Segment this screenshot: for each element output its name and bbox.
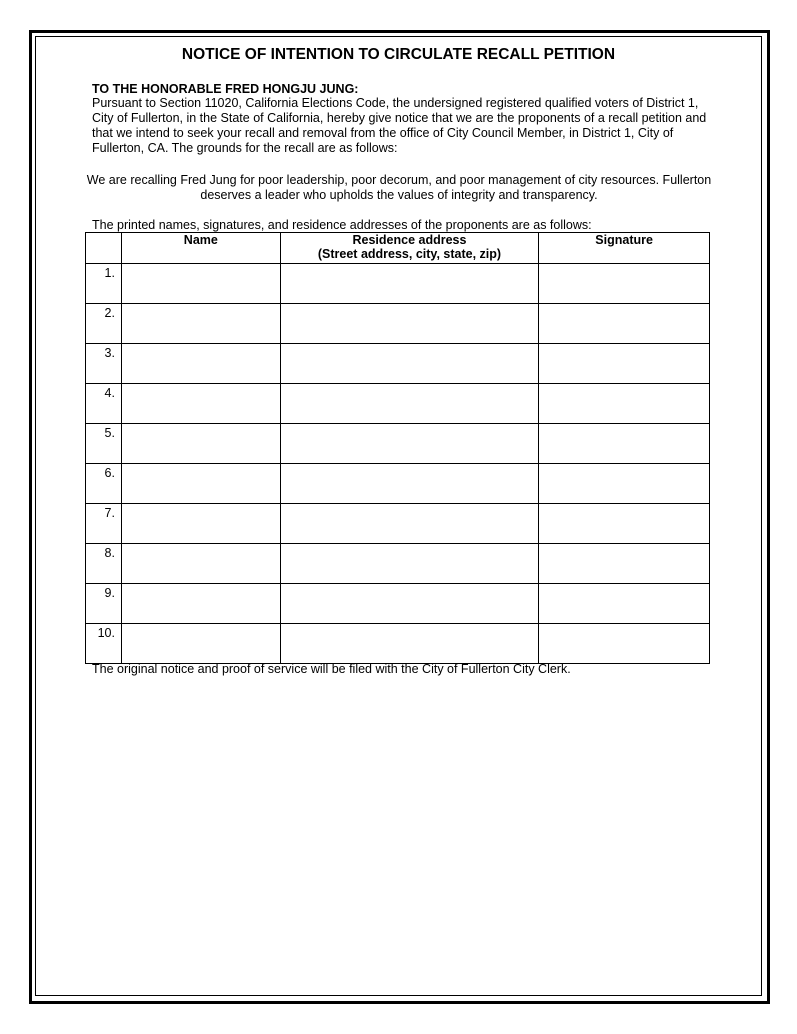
name-cell[interactable] (121, 624, 280, 664)
address-cell[interactable] (280, 424, 539, 464)
row-number: 1. (86, 264, 122, 304)
name-cell[interactable] (121, 544, 280, 584)
address-header-label: Residence address (352, 233, 467, 247)
address-cell[interactable] (280, 264, 539, 304)
signature-cell[interactable] (539, 264, 710, 304)
address-cell[interactable] (280, 464, 539, 504)
row-number: 9. (86, 584, 122, 624)
address-cell[interactable] (280, 304, 539, 344)
name-cell[interactable] (121, 584, 280, 624)
signature-column-header: Signature (539, 233, 710, 264)
salutation: TO THE HONORABLE FRED HONGJU JUNG: (92, 82, 359, 96)
address-cell[interactable] (280, 544, 539, 584)
row-number: 2. (86, 304, 122, 344)
address-cell[interactable] (280, 584, 539, 624)
signature-cell[interactable] (539, 304, 710, 344)
table-header-row (86, 233, 710, 264)
row-number: 5. (86, 424, 122, 464)
table-row (86, 584, 710, 624)
row-number: 10. (86, 624, 122, 664)
row-number: 6. (86, 464, 122, 504)
recall-grounds: We are recalling Fred Jung for poor leadership, poor decorum, and poor management of city resources. Fullerton deserves a leader who upholds the values of integrity and transparency. (86, 173, 712, 202)
signature-cell[interactable] (539, 544, 710, 584)
notice-body: Pursuant to Section 11020, California Elections Code, the undersigned registered qualified voters of District 1, City of Fullerton, in the State of California, hereby give notice that we are the proponents of a recall petition and that we intend to seek your recall and removal from the office of City Council Member, in District 1, City of Fullerton, CA. The grounds for the recall are as follows: (92, 96, 707, 155)
signature-cell[interactable] (539, 624, 710, 664)
table-row (86, 504, 710, 544)
name-cell[interactable] (121, 304, 280, 344)
row-number: 8. (86, 544, 122, 584)
signature-cell[interactable] (539, 424, 710, 464)
filing-note: The original notice and proof of service will be filed with the City of Fullerton City Clerk. (92, 662, 571, 676)
address-cell[interactable] (280, 384, 539, 424)
proponents-table (85, 232, 710, 664)
address-cell[interactable] (280, 504, 539, 544)
table-row (86, 344, 710, 384)
table-row (86, 264, 710, 304)
signature-cell[interactable] (539, 504, 710, 544)
number-column-header (86, 233, 122, 264)
proponents-intro: The printed names, signatures, and residence addresses of the proponents are as follows: (92, 218, 592, 232)
address-column-header (280, 233, 539, 264)
name-cell[interactable] (121, 424, 280, 464)
address-cell[interactable] (280, 624, 539, 664)
signature-cell[interactable] (539, 344, 710, 384)
table-row (86, 464, 710, 504)
row-number: 3. (86, 344, 122, 384)
table-row (86, 624, 710, 664)
name-cell[interactable] (121, 504, 280, 544)
address-cell[interactable] (280, 344, 539, 384)
signature-cell[interactable] (539, 584, 710, 624)
table-row (86, 384, 710, 424)
address-header-sublabel: (Street address, city, state, zip) (317, 247, 502, 261)
table-row (86, 424, 710, 464)
name-cell[interactable] (121, 344, 280, 384)
signature-cell[interactable] (539, 464, 710, 504)
signature-cell[interactable] (539, 384, 710, 424)
document-title: NOTICE OF INTENTION TO CIRCULATE RECALL PETITION (181, 46, 616, 63)
name-cell[interactable] (121, 264, 280, 304)
row-number: 7. (86, 504, 122, 544)
row-number: 4. (86, 384, 122, 424)
table-row (86, 544, 710, 584)
name-cell[interactable] (121, 464, 280, 504)
name-cell[interactable] (121, 384, 280, 424)
table-row (86, 304, 710, 344)
name-column-header: Name (121, 233, 280, 264)
